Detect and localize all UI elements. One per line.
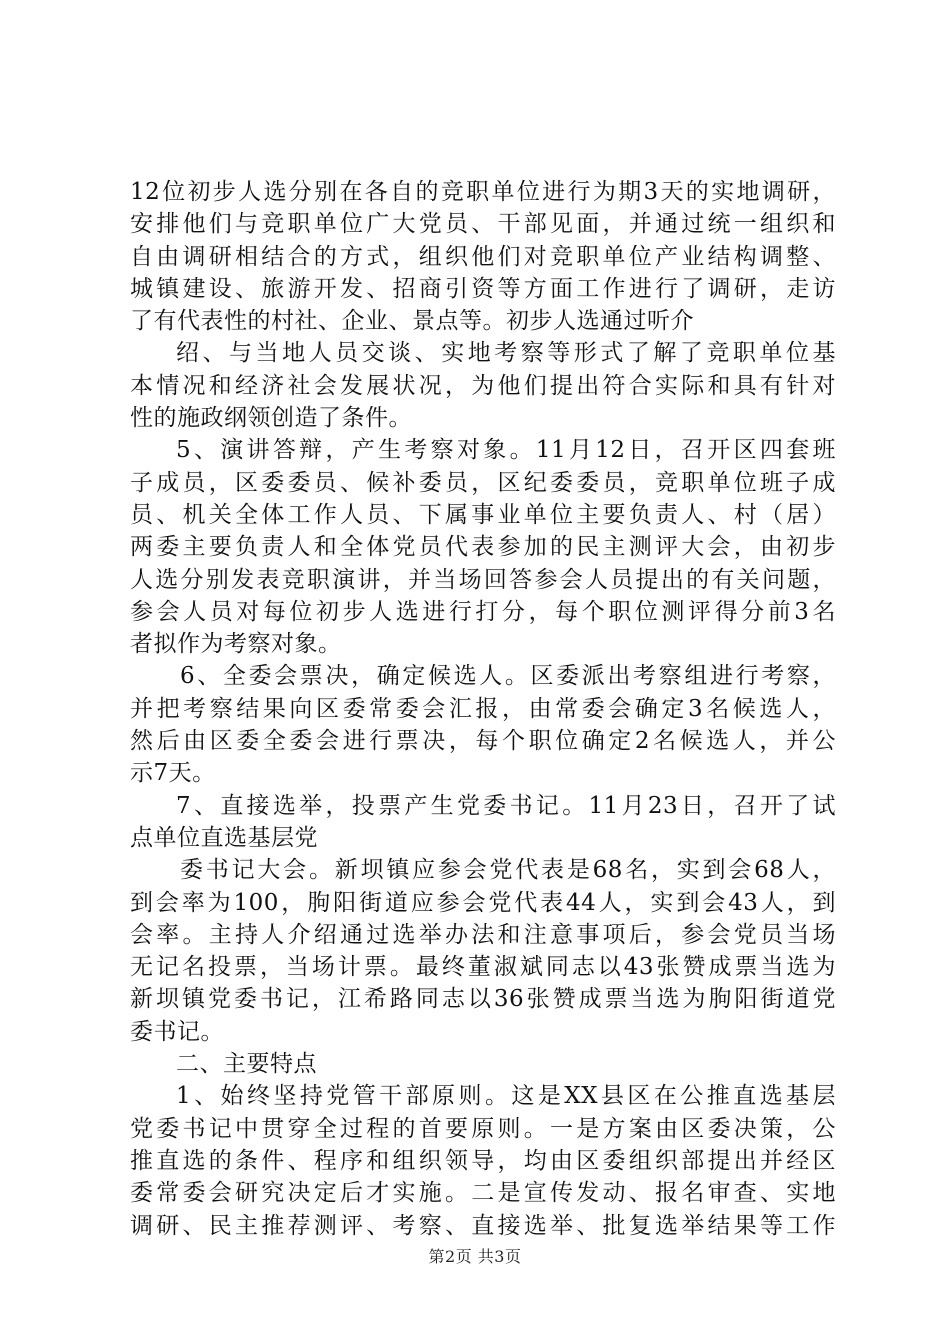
text-line: 会率。主持人介绍通过选举办法和注意事项后，参会党员当场 (130, 921, 836, 948)
text-line: 7、直接选举，投票产生党委书记。11月23日，召开了试 (176, 792, 836, 819)
text-line: 到会率为100，朐阳街道应参会党代表44人，实到会43人，到 (130, 889, 836, 916)
document-body (130, 176, 836, 1242)
text-line: 然后由区委全委会进行票决，每个职位确定2名候选人，并公 (130, 728, 836, 755)
text-line: 委书记大会。新坝镇应参会党代表是68名，实到会68人， (180, 857, 836, 884)
text-line: 12位初步人选分别在各自的竞职单位进行为期3天的实地调研， (130, 179, 836, 205)
text-line: 无记名投票，当场计票。最终董淑斌同志以43张赞成票当选为 (130, 954, 836, 981)
text-line: 点单位直选基层党 (130, 824, 318, 851)
text-line: 两委主要负责人和全体党员代表参加的民主测评大会，由初步 (130, 534, 836, 561)
text-line: 新坝镇党委书记，江希路同志以36张赞成票当选为朐阳街道党 (130, 986, 836, 1013)
text-line: 示7天。 (130, 760, 216, 787)
text-line: 5、演讲答辩，产生考察对象。11月12日，召开区四套班 (176, 437, 836, 464)
text-line: 6、全委会票决，确定候选人。区委派出考察组进行考察， (180, 663, 836, 690)
text-line: 员、机关全体工作人员、下属事业单位主要负责人、村（居） (130, 501, 836, 528)
text-line: 委书记。 (130, 1018, 224, 1045)
text-line: 调研、民主推荐测评、考察、直接选举、批复选举结果等工作 (130, 1212, 836, 1239)
page-footer (0, 1244, 950, 1267)
text-line: 人选分别发表竞职演讲，并当场回答参会人员提出的有关问题， (130, 566, 836, 593)
text-line: 了有代表性的村社、企业、景点等。初步人选通过听介 (130, 308, 694, 335)
text-line: 城镇建设、旅游开发、招商引资等方面工作进行了调研，走访 (130, 275, 836, 302)
text-line: 性的施政纲领创造了条件。 (130, 405, 412, 432)
text-line: 参会人员对每位初步人选进行打分，每个职位测评得分前3名 (130, 598, 836, 625)
text-line: 委常委会研究决定后才实施。二是宣传发动、报名审查、实地 (130, 1180, 836, 1207)
text-line: 自由调研相结合的方式，组织他们对竞职单位产业结构调整、 (130, 243, 836, 270)
text-line: 并把考察结果向区委常委会汇报，由常委会确定3名候选人， (130, 695, 836, 722)
text-line: 绍、与当地人员交谈、实地考察等形式了解了竞职单位基 (176, 340, 836, 367)
text-line: 本情况和经济社会发展状况，为他们提出符合实际和具有针对 (130, 372, 836, 399)
text-line: 子成员，区委委员、候补委员，区纪委委员，竞职单位班子成 (130, 469, 836, 496)
text-line: 推直选的条件、程序和组织领导，均由区委组织部提出并经区 (130, 1147, 836, 1174)
text-line: 1、始终坚持党管干部原则。这是XX县区在公推直选基层 (176, 1083, 836, 1110)
section-heading: 二、主要特点 (176, 1051, 317, 1078)
text-line: 者拟作为考察对象。 (130, 631, 342, 658)
text-line: 安排他们与竞职单位广大党员、干部见面，并通过统一组织和 (130, 211, 836, 238)
page-number-label: 第2页 共3页 (428, 1247, 522, 1266)
text-line: 党委书记中贯穿全过程的首要原则。一是方案由区委决策，公 (130, 1115, 836, 1142)
